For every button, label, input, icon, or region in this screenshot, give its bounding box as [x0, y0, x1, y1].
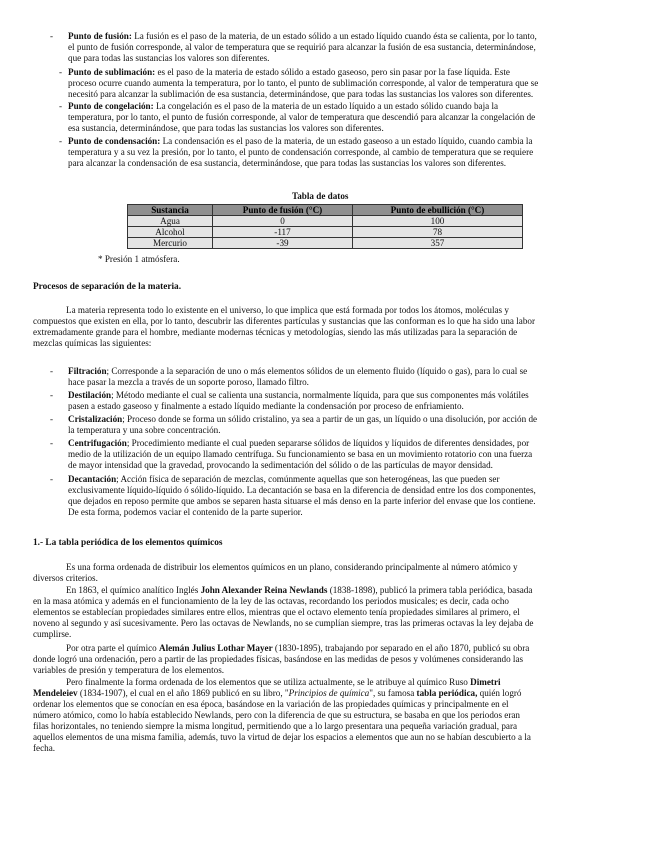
term-label: Punto de congelación — [68, 101, 151, 111]
bold-term: tabla periódica, — [416, 688, 478, 698]
term-label: Punto de fusión — [68, 31, 129, 41]
term-label: Punto de condensación — [68, 136, 158, 146]
paragraph-line: Pero finalmente la forma ordenada de los elementos que se utiliza actualmente, se le atribuye al químico Ruso Dimetri — [66, 677, 501, 687]
table-cell: Mercurio — [128, 238, 213, 249]
paragraph-line: diversos criterios. — [33, 573, 98, 583]
list-item-line: temperatura y a su vez la presión, por lo tanto, el punto de condensación corresponde, al cambio de temperatura que se requiere — [68, 147, 534, 157]
column-header: Punto de fusión (°C) — [213, 205, 353, 216]
term-label: Filtración — [68, 366, 107, 376]
list-item-line: Punto de congelación: La congelación es el paso de la materia de un estado líquido a un estado sólido cuando baja la — [68, 101, 499, 111]
section-heading: Procesos de separación de la materia. — [33, 282, 182, 292]
term-label: Decantación — [68, 474, 117, 484]
paragraph-line: noveno al segundo y así sucesivamente. Pero las octavas de Newlands, no se cumplían siempre, tras las primeras octavas la ley dejaba de — [33, 618, 534, 628]
table-cell: 100 — [353, 216, 523, 227]
section-heading: 1.- La tabla periódica de los elementos químicos — [33, 538, 223, 548]
list-item-line: Punto de fusión: La fusión es el paso de la materia, de un estado sólido a un estado líquido cuando ésta se calienta, por lo tanto, — [68, 31, 537, 41]
paragraph-line: compuestos que existen en ella, por lo tanto, descubrir las diferentes partículas y sustancias que las conforman es lo que ha sido una labor — [33, 316, 535, 326]
table-cell: 0 — [213, 216, 353, 227]
list-item-line: que para todas las sustancias los valores son diferentes. — [68, 53, 270, 63]
table-cell: Agua — [128, 216, 213, 227]
list-item-line: medio de la utilización de un equipo llamado centrífuga. Su funcionamiento se basa en un movimiento rotatorio con una fuerza — [68, 449, 533, 459]
bullet-dash: - — [59, 101, 63, 111]
table-note: * Presión 1 atmósfera. — [98, 254, 180, 264]
table-row — [128, 238, 523, 249]
paragraph-line: Por otra parte el químico Alemán Julius Lothar Mayer (1830-1895), trabajando por separado en el año 1870, publicó su obra — [66, 643, 530, 653]
list-item-line: Centrifugación; Procedimiento mediante el cual pueden separarse sólidos de líquidos y líquidos de diferentes densidades, por — [68, 438, 530, 448]
person-name: Mendeleiev — [33, 688, 78, 698]
table-header-row — [128, 205, 523, 216]
list-item-line: Punto de sublimación: es el paso de la materia de estado sólido a estado gaseoso, pero sin pasar por la fase líquida. Este — [68, 67, 510, 77]
list-item-line: exclusivamente líquido-líquido ó sólido-líquido. La decantación se basa en la diferencia de densidad entre los dos componentes, — [68, 485, 536, 495]
person-name: John Alexander Reina Newlands — [200, 585, 328, 595]
paragraph-line: extremadamente grande para el hombre, mediante modernas técnicas y metodologías, siendo las más utilizadas para la separación de — [33, 327, 518, 337]
paragraph-line: cumplirse. — [33, 629, 72, 639]
paragraph-line: elementos se establecían propiedades similares entre ellos, mientras que el octavo elemento tenía propiedades similares al primero, el — [33, 607, 520, 617]
paragraph-line: mezclas químicas las siguientes: — [33, 338, 152, 348]
list-item-line: proceso ocurre cuando aumenta la temperatura, por lo tanto, el punto de sublimación corresponde, al valor de temperatura que se — [68, 78, 539, 88]
list-item-line: la temperatura y una sobre concentración. — [68, 425, 221, 435]
list-item-line: necesitó para alcanzar la sublimación de esa sustancia, determinándose, que para todas las sustancias los valores son diferentes. — [68, 89, 534, 99]
table-cell: 78 — [353, 227, 523, 238]
list-item-line: pasen a estado gaseoso y finalmente a estado líquido mediante la condensación por proceso de enfriamiento. — [68, 401, 464, 411]
book-title: Principios de química — [288, 688, 370, 698]
bullet-dash: - — [59, 67, 63, 77]
list-item-line: esa sustancia, determinándose, que para todas las sustancias los valores son diferentes. — [68, 123, 384, 133]
term-label: Destilación — [68, 390, 112, 400]
list-item-line: hace pasar la mezcla a través de un soporte poroso, llamado filtro. — [68, 377, 309, 387]
person-name: Alemán Julius Lothar Mayer — [159, 643, 273, 653]
term-label: Centrifugación — [68, 438, 127, 448]
bullet-dash: - — [50, 366, 54, 376]
bullet-dash: - — [50, 414, 54, 424]
person-name: Dimetri — [470, 677, 501, 687]
bullet-dash: - — [59, 136, 63, 146]
paragraph-line: La materia representa todo lo existente en el universo, lo que implica que está formada por todos los átomos, moléculas y — [66, 305, 509, 315]
list-item-line: Cristalización; Proceso donde se forma un sólido cristalino, ya sea a partir de un gas, un líquido o una disolución, por acción de — [68, 414, 538, 424]
term-label: Punto de sublimación — [68, 67, 153, 77]
table-cell: -39 — [213, 238, 353, 249]
table-cell: 357 — [353, 238, 523, 249]
data-table — [127, 204, 523, 249]
table-cell: -117 — [213, 227, 353, 238]
bullet-dash: - — [50, 474, 54, 484]
paragraph-line: En 1863, el químico analítico Inglés John Alexander Reina Newlands (1838-1898), publicó la primera tabla periódica, basada — [66, 585, 533, 595]
list-item-line: Destilación; Método mediante el cual se calienta una sustancia, normalmente líquida, para que sus componentes más volátiles — [68, 390, 529, 400]
paragraph-line: variables de presión y temperatura de los elementos. — [33, 665, 225, 675]
list-item-line: De esta forma, podemos vaciar el contenido de la parte superior. — [68, 507, 303, 517]
table-row — [128, 216, 523, 227]
table-cell: Alcohol — [128, 227, 213, 238]
list-item-line: para alcanzar la condensación de esa sustancia, determinándose, que para todas las sustancias los valores son diferentes. — [68, 158, 507, 168]
paragraph-line: Es una forma ordenada de distribuir los elementos químicos en un plano, considerando principalmente al número atómico y — [66, 562, 518, 572]
paragraph-line: filas horizontales, no teniendo siempre la misma longitud, permitiendo que a lo largo presentara una pequeña variación gradual, para — [33, 721, 518, 731]
list-item-line: el punto de fusión corresponde, al valor de temperatura que se requirió para alcanzar la fusión de esa sustancia, determinándose, — [68, 42, 536, 52]
bullet-dash: - — [50, 31, 54, 41]
column-header: Sustancia — [128, 205, 213, 216]
table-row — [128, 227, 523, 238]
table-title: Tabla de datos — [292, 191, 349, 201]
list-item-line: temperatura, por lo tanto, el punto de fusión corresponde, al valor de temperatura que descendió para alcanzar la congelación de — [68, 112, 536, 122]
bullet-dash: - — [50, 390, 54, 400]
paragraph-line: número atómico, como lo había establecido Newlands, pero con la diferencia de que su estructura, se basaba en que los periodos eran — [33, 710, 520, 720]
paragraph-line: en la masa atómica y además en el funcionamiento de la ley de las octavas, recordando los periodos musicales; es decir, cada ocho — [33, 596, 509, 606]
list-item-line: Filtración; Corresponde a la separación de uno o más elementos sólidos de un elemento fluido (líquido o gas), para lo cual se — [68, 366, 528, 376]
paragraph-line: Mendeleiev (1834-1907), el cual en el año 1869 publicó en su libro, "Principios de química", su famosa tabla periódica, quién logró — [33, 688, 522, 698]
list-item-line: Punto de condensación: La condensación es el paso de la materia, de un estado gaseoso a un estado líquido, cuando cambia la — [68, 136, 533, 146]
paragraph-line: donde logró una ordenación, pero a partir de las propiedades físicas, basándose en las medidas de pesos y volúmenes considerando las — [33, 654, 524, 664]
paragraph-line: aquellos elementos de una misma familia, además, tuvo la virtud de dejar los espacios a elementos que aun no se habían descubierto a la — [33, 732, 531, 742]
list-item-line: que dejados en reposo permite que ambos se separen hasta situarse el más denso en la parte inferior del envase que los contiene. — [68, 496, 536, 506]
column-header: Punto de ebullición (°C) — [353, 205, 523, 216]
bullet-dash: - — [50, 438, 54, 448]
term-label: Cristalización — [68, 414, 123, 424]
paragraph-line: ordenar los elementos que se conocían en esa época, basándose en la variación de las propiedades químicas y principalmente en el — [33, 699, 509, 709]
list-item-line: de mayor intensidad que la gravedad, provocando la sedimentación del sólido o de las partículas de mayor densidad. — [68, 460, 493, 470]
paragraph-line: fecha. — [33, 743, 56, 753]
list-item-line: Decantación; Acción física de separación de mezclas, comúnmente aquellas que son heterogéneas, las que pueden ser — [68, 474, 500, 484]
